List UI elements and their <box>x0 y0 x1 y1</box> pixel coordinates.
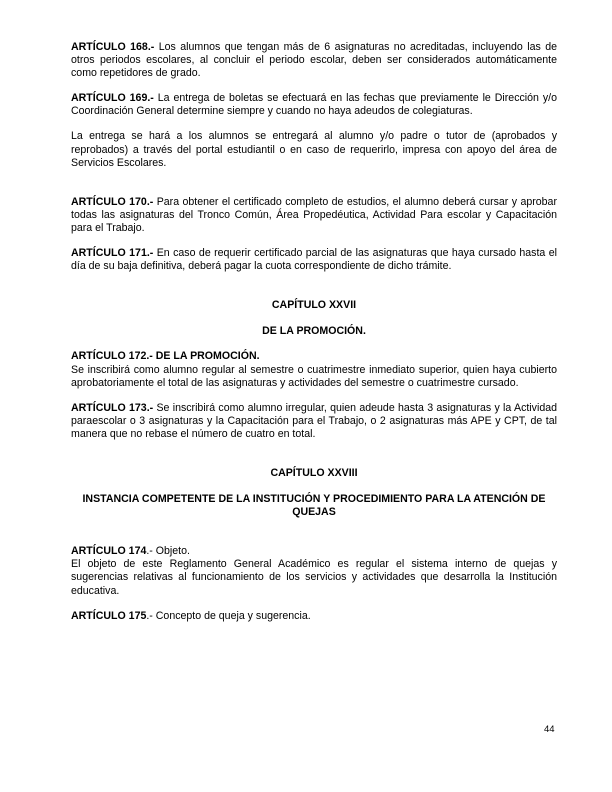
article-169-text: La entrega de boletas se efectuará en las fechas que previamente le Dirección y/o Coordinación General determine siempre y cuando no haya adeudos de colegiaturas. <box>71 92 557 118</box>
article-169-heading: ARTÍCULO 169.- <box>71 92 154 105</box>
article-171-text: En caso de requerir certificado parcial de las asignaturas que haya cursado hasta el día de su baja definitiva, deberá pagar la cuota correspondiente de dicho trámite. <box>71 247 557 273</box>
article-174-heading: ARTÍCULO 174 <box>71 545 147 558</box>
article-168-heading: ARTÍCULO 168.- <box>71 41 155 53</box>
article-173 <box>71 402 557 441</box>
article-171 <box>71 247 557 273</box>
article-174-label: .- Objeto. <box>146 545 190 558</box>
chapter-28-title: CAPÍTULO XXVIII <box>270 466 358 479</box>
article-174-heading-line <box>71 545 557 558</box>
article-170-heading: ARTÍCULO 170.- <box>71 195 154 208</box>
article-173-heading: ARTÍCULO 173.- <box>71 401 154 414</box>
article-168-text: Los alumnos que tengan más de 6 asignaturas no acreditadas, incluyendo las de otros periodos escolares, al concluir el periodo escolar, deben ser considerados automáticamente como repetidores de grado. <box>71 41 557 80</box>
article-170-text: Para obtener el certificado completo de estudios, el alumno deberá cursar y aprobar todas las asignaturas del Tronco Común, Área Propedéutica, Actividad Para escolar y Capacitación para el Trabajo. <box>71 195 557 234</box>
article-172-heading: ARTÍCULO 172.- DE LA PROMOCIÓN. <box>71 350 260 363</box>
article-169-paragraph-2: La entrega se hará a los alumnos se entregará al alumno y/o padre o tutor de (aprobados y reprobados) a través del portal estudiantil o en caso de requerirlo, impresa con apoyo del área de Servicios Escolares. <box>71 130 557 169</box>
article-172-text: Se inscribirá como alumno regular al semestre o cuatrimestre inmediato superior, quien haya cubierto aprobatoriamente el total de las asignaturas y actividades del semestre o cuatrimestre cursado. <box>71 363 557 389</box>
article-168 <box>71 41 557 80</box>
article-171-heading: ARTÍCULO 171.- <box>71 247 154 260</box>
article-174-text: El objeto de este Reglamento General Académico es regular el sistema interno de quejas y sugerencias relativas al funcionamiento de los servicios y actividades que desarrolla la Institución educativa. <box>71 558 557 597</box>
chapter-28-subtitle: INSTANCIA COMPETENTE DE LA INSTITUCIÓN Y PROCEDIMIENTO PARA LA ATENCIÓN DE QUEJAS <box>82 493 546 519</box>
article-169 <box>71 92 557 118</box>
chapter-27-subtitle: DE LA PROMOCIÓN. <box>262 325 366 338</box>
article-170 <box>71 196 557 235</box>
article-175-heading: ARTÍCULO 175 <box>71 609 147 622</box>
document-page <box>71 41 557 623</box>
chapter-27-title: CAPÍTULO XXVII <box>271 299 357 312</box>
article-175-label: .- Concepto de queja y sugerencia. <box>146 609 311 622</box>
page-number: 44 <box>544 724 555 735</box>
article-175-heading-line <box>71 610 557 623</box>
article-173-text: Se inscribirá como alumno irregular, quien adeude hasta 3 asignaturas y la Actividad paraescolar o 3 asignaturas y la Capacitación para el Trabajo, o 2 asignaturas más APE y CPT, de tal manera que no rebase el número de cuatro en total. <box>71 401 557 440</box>
